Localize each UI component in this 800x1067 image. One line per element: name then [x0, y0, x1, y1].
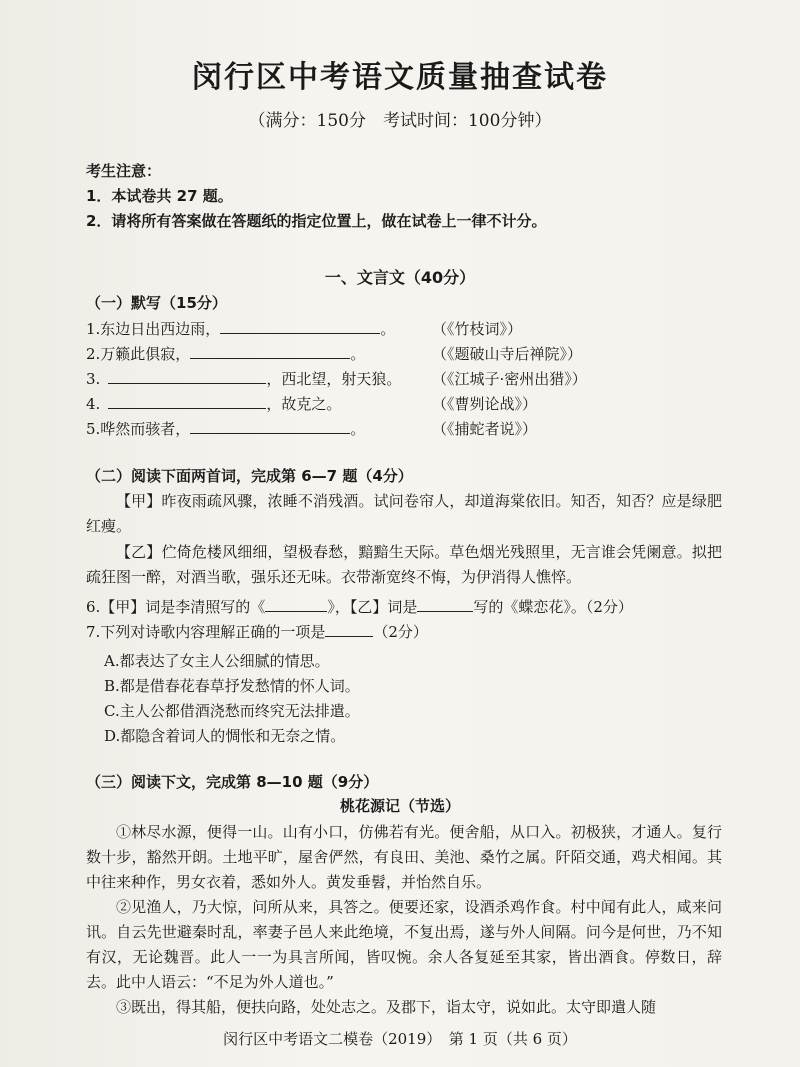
q6-part-c: 写的《蝶恋花》。（2分） [473, 598, 633, 616]
q7-score: （2分） [373, 623, 428, 641]
dictation-prompt: 4. [86, 395, 101, 413]
dictation-line-1 [86, 318, 395, 339]
dictation-prompt: 2.万籁此俱寂， [86, 345, 191, 363]
part2-heading: （二）阅读下面两首词，完成第 6—7 题（4分） [86, 467, 413, 485]
dictation-source-1: （《竹枝词》） [432, 320, 523, 338]
dictation-suffix: ，西北望，射天狼。 [266, 370, 402, 388]
answer-blank [108, 382, 266, 384]
q7-option-a: A.都表达了女主人公细腻的情思。 [104, 652, 330, 670]
dictation-prompt: 1.东边日出西边雨， [86, 320, 221, 338]
dictation-source-2: （《题破山寺后禅院》） [432, 345, 583, 363]
dictation-suffix: ，故克之。 [266, 395, 342, 413]
dictation-line-5 [86, 418, 365, 439]
q7-option-b: B.都是借春花春草抒发愁情的怀人词。 [104, 677, 360, 695]
q6-part-b: 》，【乙】词是 [327, 598, 418, 616]
q6-part-a: 6.【甲】词是李清照写的《 [86, 598, 266, 616]
notice-item-2: 2．请将所有答案做在答题纸的指定位置上，做在试卷上一律不计分。 [86, 212, 547, 230]
prose-paragraph-3: ③既出，得其船，便扶向路，处处志之。及郡下，诣太守，说如此。太守即遣人随 [116, 998, 657, 1016]
dictation-source-5: （《捕蛇者说》） [432, 420, 538, 438]
dictation-line-3 [86, 368, 401, 389]
answer-blank [190, 357, 350, 359]
notice-item-1: 1．本试卷共 27 题。 [86, 187, 233, 205]
dictation-source-4: （《曹刿论战》） [432, 395, 538, 413]
answer-blank [417, 610, 473, 612]
dictation-source-3: （《江城子·密州出猎》） [432, 370, 587, 388]
q7-option-c: C.主人公都借酒浇愁而终究无法排遣。 [104, 702, 360, 720]
dictation-suffix: 。 [380, 320, 396, 338]
question-6 [86, 596, 633, 617]
prose-paragraph-2: ②见渔人，乃大惊，问所从来，具答之。便要还家，设酒杀鸡作食。村中闻有此人，咸来问讯。自云先世避秦时乱，率妻子邑人来此绝境，不复出焉，遂与外人间隔。问今是何世，乃不知有汉，无论魏晋。此人一一为具言所闻，皆叹惋。余人各复延至其家，皆出酒食。停数日，辞去。此中人语云：“不足为外人道也。” [86, 898, 722, 991]
dictation-suffix: 。 [350, 420, 366, 438]
dictation-line-2 [86, 343, 365, 364]
q7-prompt: 7.下列对诗歌内容理解正确的一项是 [86, 623, 326, 641]
part1-heading: （一）默写（15分） [86, 294, 227, 312]
dictation-line-4 [86, 393, 341, 414]
page-footer: 闵行区中考语文二模卷（2019） 第 1 页（共 6 页） [223, 1030, 577, 1048]
answer-blank [190, 432, 350, 434]
dictation-suffix: 。 [350, 345, 366, 363]
answer-blank [265, 610, 327, 612]
section-title-classical: 一、文言文（40分） [324, 268, 476, 287]
prose-paragraph-1: ①林尽水源，便得一山。山有小口，仿佛若有光。便舍船，从口入。初极狭，才通人。复行数十步，豁然开朗。土地平旷，屋舍俨然，有良田、美池、桑竹之属。阡陌交通，鸡犬相闻。其中往来种作，男女衣着，悉如外人。黄发垂髫，并怡然自乐。 [86, 823, 722, 891]
answer-blank [325, 635, 373, 637]
dictation-prompt: 3. [86, 370, 101, 388]
page-title: 闵行区中考语文质量抽查试卷 [192, 60, 608, 95]
poem-b: 【乙】伫倚危楼风细细，望极春愁，黯黯生天际。草色烟光残照里，无言谁会凭阑意。拟把疏狂图一醉，对酒当歌，强乐还无味。衣带渐宽终不悔，为伊消得人憔悴。 [86, 543, 722, 586]
q7-option-d: D.都隐含着词人的惆怅和无奈之情。 [104, 727, 346, 745]
poem-a: 【甲】昨夜雨疏风骤，浓睡不消残酒。试问卷帘人，却道海棠依旧。知否，知否？应是绿肥红瘦。 [86, 492, 722, 535]
dictation-prompt: 5.哗然而骇者， [86, 420, 191, 438]
answer-blank [220, 332, 380, 334]
question-7 [86, 621, 428, 642]
text-title: 桃花源记（节选） [339, 797, 460, 815]
exam-info: （满分：150分 考试时间：100分钟） [248, 111, 552, 131]
answer-blank [108, 407, 266, 409]
part3-heading: （三）阅读下文，完成第 8—10 题（9分） [86, 773, 379, 791]
notice-heading: 考生注意： [86, 162, 162, 180]
